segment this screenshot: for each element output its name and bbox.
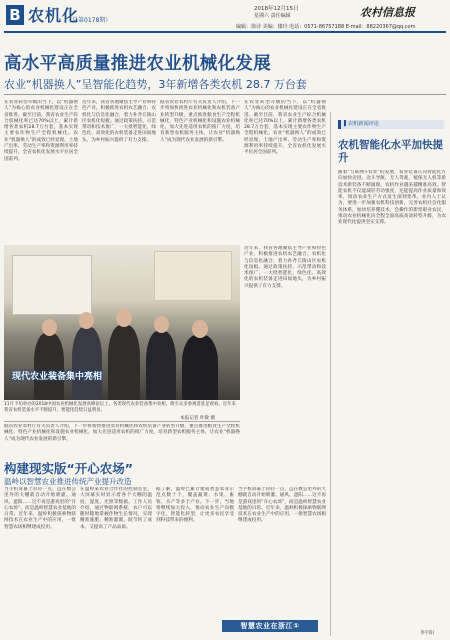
article2-column-3: 据了解，温岭已累计建成智慧农业示范点数十个，覆盖蔬菜、水果、畜牧、水产等多个产业。下一步，当地将继续加大投入，推动农业生产向数字化、智能化转型，让更多农民享受到科技带来的便利。	[156, 487, 234, 524]
photo-display-board	[12, 255, 92, 315]
section-title: 农机化	[28, 6, 80, 25]
photo-caption: 现代农业装备集中亮相	[10, 369, 104, 382]
headline-rule	[4, 94, 446, 95]
sidebar-headline: 农机智能化水平加快提升	[338, 139, 443, 164]
lead-subheadline: 农业“机器换人”呈智能化趋势，3年新增各类农机 28.7 万台套	[4, 78, 307, 91]
sidebar-tag: ▌农机新闻评论	[338, 120, 444, 129]
lead-column-4: 在农业转型升级的当下，以“机器换人”为核心的农业机械化建设正在全省推进。截至目前，我省农业生产综合机械化率已达70%以上，累计新增各类农机28.7万台套，基本实现主要农作物生产全程机械化。农业“机器换人”的成效已经显现，土地产出率、劳动生产率和资源利用率持续提升，全省农机化发展水平位居全国前列。	[244, 100, 326, 156]
photo-window	[154, 251, 232, 301]
photo-note: 11月下旬举办的2018中国农业机械化发展高峰论坛上，各类现代农业装备集中亮相，吸引众多参观者驻足观看。近年来我省农机装备水平不断提升，智能化趋势日益明显。	[4, 402, 236, 413]
column-rule	[330, 112, 331, 636]
sidebar-author: 李宇阳	[420, 631, 434, 636]
lead-headline: 高水平高质量推进农业机械化发展	[4, 54, 271, 74]
photo-byline: 本报记者 叶敏 摄	[180, 416, 216, 421]
lead-column-3: 据省农业农村厅有关负责人介绍，下一步将加快推进农业机械化和农机装备产业转型升级，重点推进粮食生产全程机械化、特色产业机械化和设施农业机械化，加大先进适用农机的推广力度，培育新型农机服务主体，让农业“机器换人”成为现代农业发展的新引擎。	[160, 100, 240, 143]
newspaper-logo: 农村信息报	[360, 6, 415, 19]
article2-column-2: 在温岭某农业合作社的控制室里，大屏幕实时显示着各个大棚的温度、湿度、光照等数据。工作人员介绍，通过物联网系统，农户可以随时随地掌握作物生长情况，实现精准施肥、精准灌溉，既节约了成本，又提高了产品品质。	[80, 487, 152, 530]
issue-number: （总第0178期）	[66, 17, 112, 24]
sidebar-body: 随着“互联网+农业”的发展，农业装备正向智能化方向加快迈进。北斗导航、无人驾驶、植保无人机等新技术新装备不断涌现，农机作业越来越精准高效。智能农机不仅能减轻劳动强度，还能提高作业质量和效率，推动农业生产方式发生深刻变革。业内人士认为，要进一步加强农机科技创新，完善农机社会化服务体系，加快培养懂技术、会操作的新型职业农民，推动农业机械化向全程全面高质高效转型升级，为农业现代化提供坚实支撑。	[338, 170, 446, 226]
series-banner: 智慧农业在浙江①	[222, 620, 318, 632]
lead-column-1: 在农业转型升级的当下，以“机器换人”为核心的农业机械化建设正在全省推进。截至目前，我省农业生产综合机械化率已达70%以上，累计新增各类农机28.7万台套，基本实现主要农作物生产全程机械化。农业“机器换人”的成效已经显现，土地产出率、劳动生产率和资源利用率持续提升，全省农机化发展水平位居全国前列。	[4, 100, 78, 162]
contact-line: 编辑：徐诗 美编：楼玲 电话：0571-86757188 E-mail：88220367@qq.com	[236, 24, 416, 30]
article2-subheadline: 温岭以智慧农业推进传统产业提升改造	[4, 477, 132, 486]
article2-headline: 构建现实版“开心农场”	[4, 461, 133, 476]
lead-column-2: 近年来，我省各地聚焦主导产业和特色产业，积极推进农机农艺融合、农机化与信息化融合，着力补齐丘陵山区农机化短板。通过政策扶持、示范带动和技术推广，一大批智能化、绿色化、高效化的农机装备走进田间地头，为乡村振兴提供了有力支撑。	[82, 100, 156, 143]
lead-column-4b: 近年来，我省各地聚焦主导产业和特色产业，积极推进农机农艺融合、农机化与信息化融合，着力补齐丘陵山区农机化短板。通过政策扶持、示范带动和技术推广，一大批智能化、绿色化、高效化的农机装备走进田间地头，为乡村振兴提供了有力支撑。	[244, 246, 326, 289]
issue-date: 2018年12月15日	[254, 6, 299, 12]
editor-line: 星期六 责任编辑	[254, 13, 291, 19]
article2-column-1: 当手机屏幕上轻轻一点，远在数公里外的大棚就自动开始喷灌、通风、遮阳……这不再是游戏里的“开心农场”，而是温岭智慧农业基地的日常。近年来，温岭积极探索物联网技术在农业生产中的应用，一批智慧农场相继建成投用。	[4, 487, 76, 530]
article2-column-4: 当手机屏幕上轻轻一点，远在数公里外的大棚就自动开始喷灌、通风、遮阳……这不再是游戏里的“开心农场”，而是温岭智慧农业基地的日常。近年来，温岭积极探索物联网技术在农业生产中的应用，一批智慧农场相继建成投用。	[238, 487, 326, 524]
news-photo	[4, 245, 240, 400]
article-separator	[4, 421, 240, 422]
lead-column-tail: 据省农业农村厅有关负责人介绍，下一步将加快推进农业机械化和农机装备产业转型升级，重点推进粮食生产全程机械化、特色产业机械化和设施农业机械化，加大先进适用农机的推广力度，培育新型农机服务主体，让农业“机器换人”成为现代农业发展的新引擎。	[4, 424, 240, 442]
masthead-rule	[4, 31, 446, 33]
section-letter-badge: B	[6, 5, 24, 25]
